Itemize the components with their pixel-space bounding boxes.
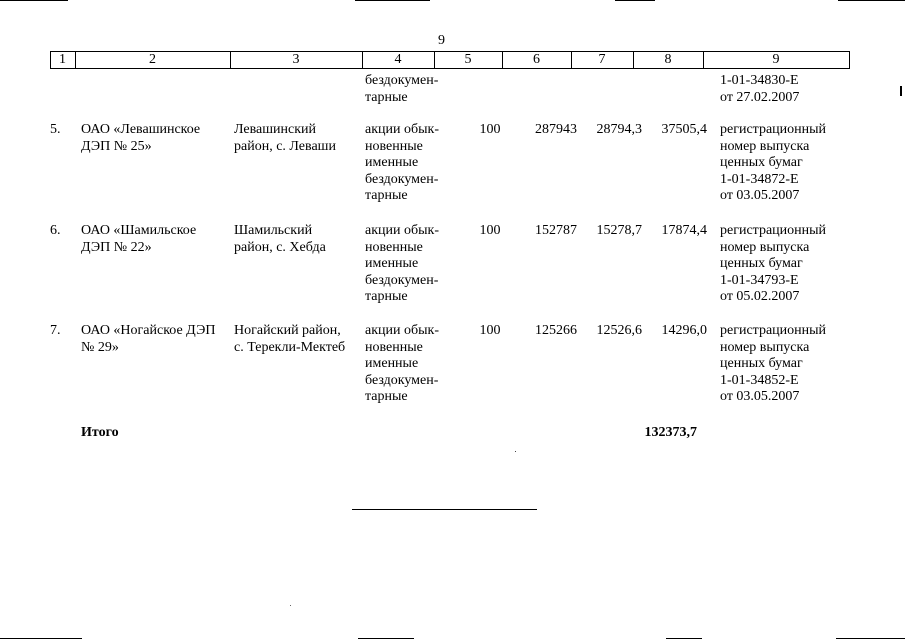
header-col-1: 1: [59, 52, 66, 67]
header-col-6: 6: [533, 52, 540, 67]
header-col-2: 2: [149, 52, 156, 67]
header-divider: [849, 52, 850, 68]
value-col-7: 28794,3: [596, 122, 642, 137]
scan-edge-line: [358, 638, 414, 639]
page-number: 9: [438, 33, 445, 48]
value-col-8: 14296,0: [661, 323, 707, 338]
value-col-8: 17874,4: [661, 223, 707, 238]
row-number: 5.: [50, 122, 61, 137]
value-col-8: 37505,4: [661, 122, 707, 137]
value-col-6: 287943: [535, 122, 577, 137]
scan-edge-line: [615, 0, 655, 1]
value-col-6: 152787: [535, 223, 577, 238]
row-number: 6.: [50, 223, 61, 238]
scan-edge-line: [0, 638, 82, 639]
row-number: 7.: [50, 323, 61, 338]
value-col-7: 15278,7: [596, 223, 642, 238]
value-col-5: 100: [479, 223, 501, 238]
registration-info: регистрационный номер выпуска ценных бумаг 1-01-34872-Е от 03.05.2007: [720, 122, 827, 203]
header-col-8: 8: [664, 52, 672, 67]
share-type: акции обык- новенные именные бездокумен- тарные: [365, 323, 439, 404]
registration-info: регистрационный номер выпуска ценных бумаг 1-01-34852-Е от 03.05.2007: [720, 323, 827, 404]
continued-registration: 1-01-34830-Е от 27.02.2007: [720, 73, 800, 105]
scan-edge-line: [666, 638, 702, 639]
continued-share-type: бездокумен- тарные: [365, 73, 439, 105]
scan-speck: [515, 451, 516, 452]
company-name: ОАО «Левашинское ДЭП № 25»: [81, 122, 201, 154]
total-value: 132373,7: [644, 425, 697, 440]
company-name: ОАО «Ногайское ДЭП № 29»: [81, 323, 216, 355]
scan-edge-line: [355, 0, 430, 1]
value-col-6: 125266: [535, 323, 577, 338]
header-col-4: 4: [394, 52, 402, 67]
header-bottom-rule: [50, 68, 850, 69]
scan-edge-line: [838, 0, 905, 1]
scan-edge-mark: [900, 86, 902, 96]
scan-edge-line: [0, 0, 68, 1]
registration-info: регистрационный номер выпуска ценных бумаг 1-01-34793-Е от 05.02.2007: [720, 223, 827, 304]
scan-speck: [290, 605, 291, 606]
company-name: ОАО «Шамильское ДЭП № 22»: [81, 223, 197, 255]
value-col-5: 100: [479, 122, 501, 137]
header-col-5: 5: [464, 52, 472, 67]
header-col-3: 3: [292, 52, 300, 67]
company-location: Левашинский район, с. Леваши: [234, 122, 336, 154]
share-type: акции обык- новенные именные бездокумен- тарные: [365, 122, 439, 203]
share-type: акции обык- новенные именные бездокумен- тарные: [365, 223, 439, 304]
total-label: Итого: [81, 425, 119, 440]
scan-edge-line: [836, 638, 905, 639]
value-col-5: 100: [479, 323, 501, 338]
header-col-7: 7: [598, 52, 606, 67]
company-location: Ногайский район, с. Терекли-Мектеб: [234, 323, 346, 355]
header-col-9: 9: [772, 52, 780, 67]
company-location: Шамильский район, с. Хебда: [234, 223, 326, 255]
end-rule: [352, 509, 537, 510]
value-col-7: 12526,6: [596, 323, 642, 338]
